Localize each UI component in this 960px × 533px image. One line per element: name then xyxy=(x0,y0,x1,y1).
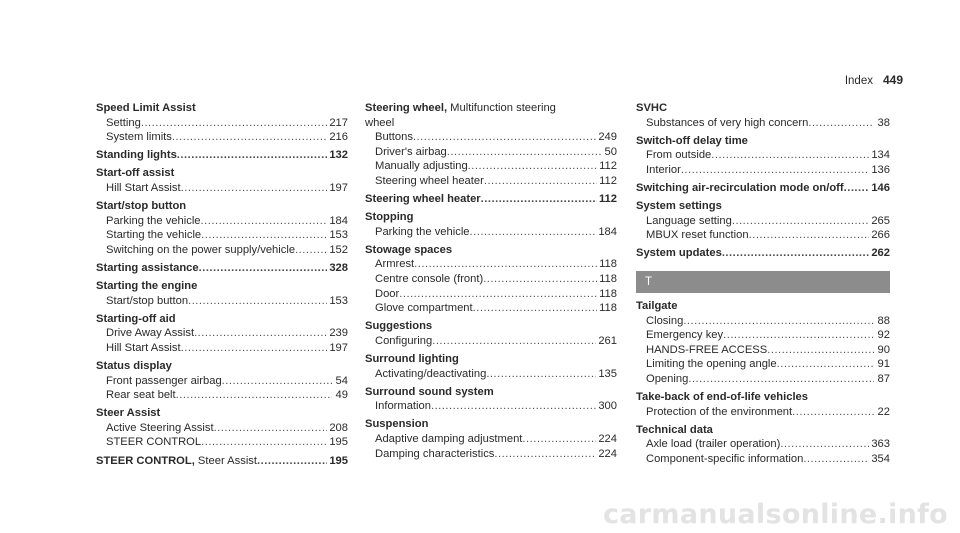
page-reference[interactable]: 249 xyxy=(598,131,617,144)
entry-text: Suspension xyxy=(365,418,429,431)
index-column-2 xyxy=(365,101,617,461)
entry-text: Steering wheel heater xyxy=(365,193,481,206)
page-reference[interactable]: 224 xyxy=(598,432,617,445)
index-subentry xyxy=(365,130,617,145)
leader-dots xyxy=(844,181,870,196)
index-column-3 xyxy=(636,101,890,466)
index-subentry xyxy=(636,148,890,163)
index-entry xyxy=(636,423,890,438)
entry-text: From outside xyxy=(646,149,712,162)
entry-text: Starting-off aid xyxy=(96,312,176,325)
entry-text: Substances of very high concern xyxy=(646,116,809,129)
leader-dots xyxy=(413,130,596,145)
entry-text: Take-back of end-of-life vehicles xyxy=(636,391,809,403)
index-subentry xyxy=(636,214,890,229)
page-reference[interactable]: 195 xyxy=(329,436,348,449)
index-entry xyxy=(365,417,617,432)
entry-text: System limits xyxy=(106,131,172,144)
entry-text: Speed Limit Assist xyxy=(96,102,196,114)
leader-dots xyxy=(767,343,874,358)
index-column-1 xyxy=(96,101,348,468)
index-subentry xyxy=(96,228,348,243)
page-reference[interactable]: 112 xyxy=(598,193,617,206)
entry-text: Steer Assist xyxy=(96,407,161,420)
leader-dots xyxy=(414,257,597,272)
entry-text: Closing xyxy=(646,314,684,327)
index-entry xyxy=(365,210,617,225)
page-reference[interactable]: 22 xyxy=(877,405,890,418)
leader-dots xyxy=(683,314,874,329)
index-entry xyxy=(96,406,348,421)
leader-dots xyxy=(722,246,870,261)
page-reference[interactable]: 153 xyxy=(329,294,348,307)
entry-text: Status display xyxy=(96,360,172,372)
entry-text: Standing lights xyxy=(96,149,177,162)
entry-text: Starting the vehicle xyxy=(106,229,202,242)
page-reference[interactable]: 118 xyxy=(599,302,617,315)
entry-text: Rear seat belt xyxy=(106,389,176,402)
entry-text: Start/stop button xyxy=(106,294,189,307)
entry-text: Armrest xyxy=(375,258,415,271)
leader-dots xyxy=(494,447,596,462)
entry-text: Axle load (trailer operation) xyxy=(646,438,781,451)
entry-text: Stowage spaces xyxy=(365,243,453,256)
index-entry xyxy=(96,101,348,116)
index-subentry xyxy=(365,334,617,349)
index-subentry xyxy=(365,432,617,447)
page-reference[interactable]: 132 xyxy=(329,149,348,162)
page-reference[interactable]: 152 xyxy=(329,243,348,256)
index-entry xyxy=(96,454,348,469)
index-subentry xyxy=(365,225,617,240)
index-entry xyxy=(636,390,890,405)
entry-text: SVHC xyxy=(636,102,668,114)
entry-text: Parking the vehicle xyxy=(375,225,470,238)
index-entry xyxy=(365,243,617,258)
leader-dots xyxy=(792,405,874,420)
index-letter-heading: T xyxy=(636,271,890,293)
index-subentry xyxy=(96,374,348,389)
leader-dots xyxy=(431,399,596,414)
entry-text: Activating/deactivating xyxy=(375,367,487,380)
leader-dots xyxy=(222,374,332,389)
page-reference[interactable]: 197 xyxy=(329,341,348,354)
leader-dots xyxy=(201,435,327,450)
index-entry xyxy=(365,192,617,207)
page-reference[interactable]: 300 xyxy=(598,400,617,413)
page-reference[interactable]: 91 xyxy=(877,358,890,371)
page-reference[interactable]: 261 xyxy=(598,334,617,347)
leader-dots xyxy=(711,148,869,163)
page-reference[interactable]: 262 xyxy=(871,247,890,260)
index-subentry xyxy=(636,357,890,372)
page-reference[interactable]: 328 xyxy=(329,261,348,274)
index-subentry xyxy=(96,341,348,356)
page-reference[interactable]: 195 xyxy=(329,454,348,467)
entry-text: Technical data xyxy=(636,423,713,436)
index-subentry xyxy=(636,405,890,420)
leader-dots xyxy=(808,116,874,131)
leader-dots xyxy=(201,214,328,229)
index-subentry xyxy=(365,399,617,414)
leader-dots xyxy=(470,225,597,240)
entry-text: Configuring xyxy=(375,334,433,347)
page-number: 449 xyxy=(882,73,903,87)
entry-text: STEER CONTROL xyxy=(106,436,202,449)
page-reference[interactable]: 54 xyxy=(335,374,348,387)
entry-text: System updates xyxy=(636,247,722,260)
index-subentry xyxy=(365,174,617,189)
page-reference[interactable]: 197 xyxy=(329,181,348,194)
index-subentry xyxy=(96,243,348,258)
leader-dots xyxy=(681,163,870,178)
index-subentry xyxy=(636,328,890,343)
leader-dots xyxy=(214,421,328,436)
index-subentry xyxy=(96,116,348,131)
index-entry xyxy=(96,199,348,214)
entry-text: Emergency key xyxy=(646,329,724,342)
index-entry xyxy=(365,352,617,367)
leader-dots xyxy=(723,328,874,343)
index-subentry xyxy=(365,257,617,272)
entry-text: Start-off assist xyxy=(96,167,175,180)
index-subentry xyxy=(636,437,890,452)
entry-text: Buttons xyxy=(375,131,413,144)
entry-text: Surround sound system xyxy=(365,385,494,398)
index-subentry xyxy=(365,116,617,131)
entry-text: Setting xyxy=(106,116,141,129)
page-reference[interactable]: 90 xyxy=(877,343,890,356)
entry-text: Interior xyxy=(646,163,681,176)
entry-text: MBUX reset function xyxy=(646,229,749,242)
watermark-text: carmanualsonline.info xyxy=(602,499,948,530)
page-reference[interactable]: 38 xyxy=(877,116,890,129)
index-entry xyxy=(365,101,617,116)
leader-dots xyxy=(201,228,327,243)
index-subentry xyxy=(365,145,617,160)
entry-text: Tailgate xyxy=(636,299,678,312)
entry-text: Opening xyxy=(646,372,689,385)
entry-text: HANDS-FREE ACCESS xyxy=(646,343,768,356)
page-reference[interactable]: 266 xyxy=(871,229,890,242)
index-entry xyxy=(636,299,890,314)
entry-text: Steering wheel, Multifunction steering xyxy=(365,102,556,114)
entry-text: Surround lighting xyxy=(365,353,459,365)
entry-text: wheel xyxy=(365,116,395,129)
index-entry xyxy=(96,279,348,294)
leader-dots xyxy=(432,334,596,349)
leader-dots xyxy=(486,367,596,382)
index-subentry xyxy=(365,159,617,174)
leader-dots xyxy=(732,214,869,229)
leader-dots xyxy=(780,437,869,452)
index-entry xyxy=(636,181,890,196)
entry-text: Manually adjusting xyxy=(375,160,468,173)
page-reference[interactable]: 118 xyxy=(599,287,617,300)
leader-dots xyxy=(181,181,328,196)
index-subentry xyxy=(365,447,617,462)
leader-dots xyxy=(257,454,327,469)
leader-dots xyxy=(483,272,597,287)
page-reference[interactable]: 208 xyxy=(329,421,348,434)
leader-dots xyxy=(141,116,327,131)
index-entry xyxy=(96,359,348,374)
page-reference[interactable]: 363 xyxy=(871,438,890,451)
leader-dots xyxy=(399,287,597,302)
page-reference[interactable]: 146 xyxy=(871,181,890,194)
entry-text: Limiting the opening angle xyxy=(646,358,777,371)
page-header xyxy=(845,73,903,87)
page-reference[interactable]: 112 xyxy=(599,160,617,173)
index-entry xyxy=(365,319,617,334)
index-subentry xyxy=(96,421,348,436)
leader-dots xyxy=(188,294,327,309)
entry-text: Starting assistance xyxy=(96,261,199,274)
index-entry xyxy=(636,101,890,116)
page-reference[interactable]: 216 xyxy=(329,131,348,144)
page-reference[interactable]: 184 xyxy=(329,214,348,227)
page-reference[interactable]: 118 xyxy=(599,273,617,286)
leader-dots xyxy=(172,130,327,145)
entry-text: Parking the vehicle xyxy=(106,214,201,227)
index-entry xyxy=(96,261,348,276)
entry-text: Front passenger airbag xyxy=(106,374,222,387)
page-reference[interactable]: 239 xyxy=(329,327,348,340)
entry-text: Adaptive damping adjustment xyxy=(375,432,523,445)
page-reference[interactable]: 88 xyxy=(877,314,890,327)
entry-text: Stopping xyxy=(365,211,414,224)
page-reference[interactable]: 49 xyxy=(335,389,348,402)
index-subentry xyxy=(365,301,617,316)
index-subentry xyxy=(96,130,348,145)
leader-dots xyxy=(481,192,597,207)
leader-dots xyxy=(468,159,597,174)
index-subentry xyxy=(96,214,348,229)
entry-text: Language setting xyxy=(646,214,732,227)
entry-text: Switching air-recirculation mode on/off xyxy=(636,181,844,194)
index-subentry xyxy=(636,116,890,131)
index-subentry xyxy=(636,372,890,387)
page-reference[interactable]: 136 xyxy=(871,163,890,176)
entry-text: Active Steering Assist xyxy=(106,421,214,434)
page-reference[interactable]: 153 xyxy=(329,229,348,242)
index-subentry xyxy=(365,287,617,302)
leader-dots xyxy=(522,432,596,447)
leader-dots xyxy=(295,243,327,258)
header-label: Index xyxy=(844,75,873,87)
index-subentry xyxy=(636,228,890,243)
page-reference[interactable]: 224 xyxy=(598,447,617,460)
index-subentry xyxy=(96,294,348,309)
index-entry xyxy=(636,199,890,214)
entry-text: Starting the engine xyxy=(96,280,198,293)
leader-dots xyxy=(688,372,874,387)
index-subentry xyxy=(96,326,348,341)
index-subentry xyxy=(96,435,348,450)
entry-text: Switch-off delay time xyxy=(636,134,748,147)
entry-text: System settings xyxy=(636,200,722,213)
entry-text: Damping characteristics xyxy=(375,447,495,460)
index-subentry xyxy=(365,272,617,287)
page-reference[interactable]: 184 xyxy=(598,225,617,238)
entry-text: Driver's airbag xyxy=(375,145,447,158)
index-subentry xyxy=(96,388,348,403)
leader-dots xyxy=(199,261,328,276)
page-reference[interactable]: 217 xyxy=(329,116,348,129)
leader-dots xyxy=(777,357,874,372)
entry-text: Start/stop button xyxy=(96,200,187,213)
entry-text: Glove compartment xyxy=(375,302,473,315)
page-reference[interactable]: 135 xyxy=(598,367,617,380)
page-reference[interactable]: 265 xyxy=(871,214,890,227)
entry-text: Door xyxy=(375,287,400,300)
entry-text: Hill Start Assist xyxy=(106,181,181,194)
index-entry xyxy=(636,134,890,149)
entry-text: Component-specific information xyxy=(646,452,804,465)
index-entry xyxy=(96,166,348,181)
entry-text: Hill Start Assist xyxy=(106,341,181,354)
page-reference[interactable]: 134 xyxy=(871,149,890,162)
entry-text: Steering wheel heater xyxy=(375,174,484,187)
index-subentry xyxy=(636,163,890,178)
leader-dots xyxy=(181,341,328,356)
page-reference[interactable]: 92 xyxy=(877,329,890,342)
index-subentry xyxy=(636,452,890,467)
page-reference[interactable]: 118 xyxy=(599,258,617,271)
page-reference[interactable]: 50 xyxy=(604,145,617,158)
entry-text: Protection of the environment xyxy=(646,405,793,418)
index-entry xyxy=(636,246,890,261)
leader-dots xyxy=(473,301,598,316)
entry-text: Suggestions xyxy=(365,320,433,333)
leader-dots xyxy=(194,326,327,341)
index-subentry xyxy=(96,181,348,196)
index-subentry xyxy=(636,314,890,329)
leader-dots xyxy=(484,174,597,189)
index-subentry xyxy=(365,367,617,382)
entry-text: Drive Away Assist xyxy=(106,327,195,340)
index-entry xyxy=(365,385,617,400)
page-reference[interactable]: 87 xyxy=(877,372,890,385)
index-entry xyxy=(96,148,348,163)
leader-dots xyxy=(177,148,328,163)
entry-text: Centre console (front) xyxy=(375,273,484,286)
entry-text: Switching on the power supply/vehicle xyxy=(106,243,296,256)
entry-text: STEER CONTROL, Steer Assist xyxy=(96,454,258,467)
index-subentry xyxy=(636,343,890,358)
page-reference[interactable]: 354 xyxy=(871,452,890,465)
page-reference[interactable]: 112 xyxy=(599,174,617,187)
leader-dots xyxy=(749,228,870,243)
leader-dots xyxy=(447,145,601,160)
leader-dots xyxy=(176,388,332,403)
entry-text: Information xyxy=(375,400,431,413)
index-entry xyxy=(96,312,348,327)
leader-dots xyxy=(803,452,869,467)
